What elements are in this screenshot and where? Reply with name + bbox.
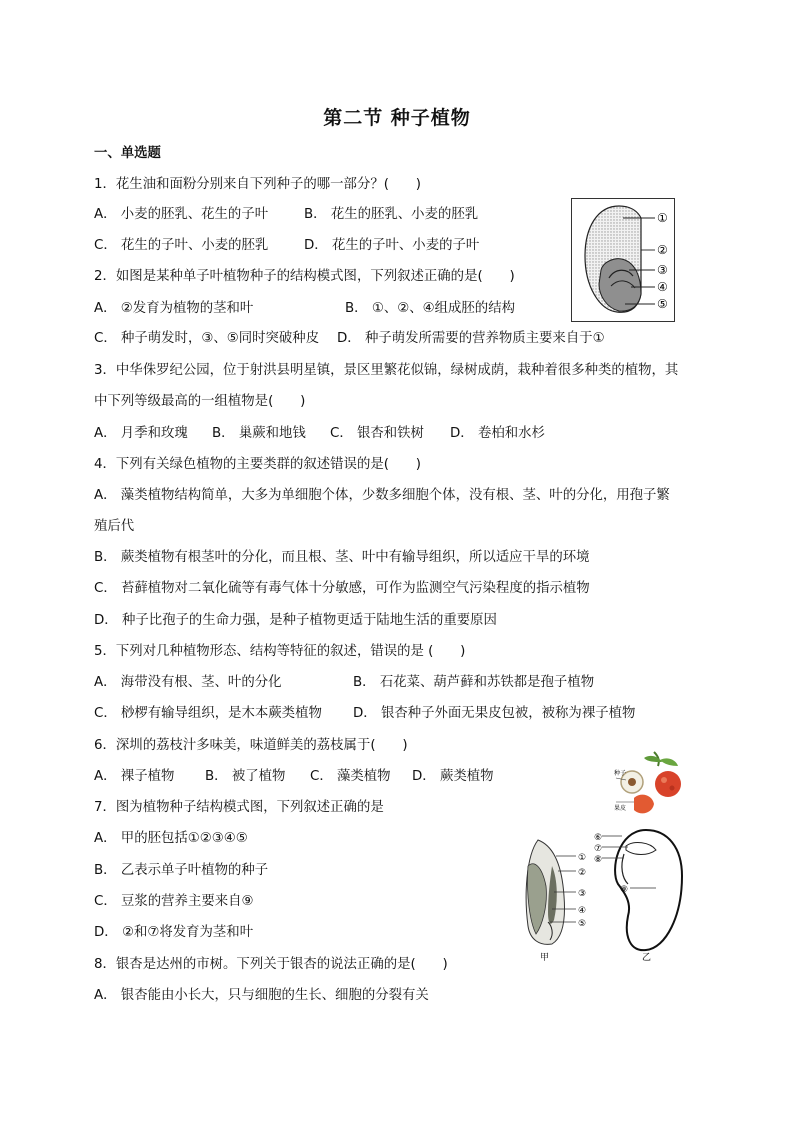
question-6-stem: 6．深圳的荔枝汁多味美，味道鲜美的荔枝属于( ): [94, 738, 408, 753]
fig-q2-label-2: ②: [657, 243, 668, 257]
question-2-stem: 2．如图是某种单子叶植物种子的结构模式图，下列叙述正确的是( ): [94, 269, 515, 284]
question-2-option-a[interactable]: A． ②发育为植物的茎和叶: [94, 301, 254, 316]
fig-q2-label-5: ⑤: [657, 297, 668, 311]
question-1-option-d[interactable]: D． 花生的子叶、小麦的子叶: [304, 238, 480, 253]
fig-q2-label-1: ①: [657, 211, 668, 225]
question-1-option-b[interactable]: B． 花生的胚乳、小麦的胚乳: [304, 207, 479, 222]
question-5-option-b[interactable]: B． 石花菜、葫芦藓和苏铁都是孢子植物: [353, 675, 595, 690]
question-2-option-b[interactable]: B． ①、②、④组成胚的结构: [345, 301, 515, 316]
fig-q7-left-label-5: ⑤: [578, 919, 587, 929]
question-3-stem-line2: 中下列等级最高的一组植物是( ): [94, 394, 306, 409]
seed-structure-figure: [518, 826, 690, 966]
question-6-option-b[interactable]: B． 被了植物: [205, 769, 286, 784]
question-4-option-a-line1[interactable]: A． 藻类植物结构简单，大多为单细胞个体，少数多细胞个体，没有根、茎、叶的分化，用孢子繁: [94, 488, 670, 503]
fig-q7-right-label-8: ⑧: [594, 855, 603, 865]
question-6-option-a[interactable]: A． 裸子植物: [94, 769, 175, 784]
fig-q7-right-label-7: ⑦: [594, 844, 603, 854]
question-3-option-a[interactable]: A． 月季和玫瑰: [94, 426, 188, 441]
fig-q2-label-4: ④: [657, 280, 668, 294]
question-3-option-c[interactable]: C． 银杏和铁树: [330, 426, 424, 441]
question-4-option-b[interactable]: B． 蕨类植物有根茎叶的分化，而且根、茎、叶中有输导组织，所以适应干旱的环境: [94, 550, 590, 565]
question-2-option-d[interactable]: D． 种子萌发所需要的营养物质主要来自于①: [337, 331, 605, 346]
monocot-seed-figure: [571, 198, 675, 322]
question-3-option-d[interactable]: D． 卷柏和水杉: [450, 426, 545, 441]
question-2-option-c[interactable]: C． 种子萌发时，③、⑤同时突破种皮: [94, 331, 320, 346]
fig-q7-caption-yi: 乙: [642, 953, 652, 963]
question-7-option-a[interactable]: A． 甲的胚包括①②③④⑤: [94, 831, 248, 846]
section-heading: 一、单选题: [94, 146, 161, 161]
page-title: 第二节 种子植物: [323, 107, 471, 129]
question-3-stem-line1: 3．中华侏罗纪公园，位于射洪县明星镇，景区里繁花似锦，绿树成荫，栽种着很多种类的植物，其: [94, 363, 679, 378]
fig-q7-caption-jia: 甲: [540, 953, 550, 963]
question-5-option-d[interactable]: D． 银杏种子外面无果皮包被，被称为裸子植物: [353, 706, 636, 721]
question-1-option-a[interactable]: A． 小麦的胚乳、花生的子叶: [94, 207, 269, 222]
question-5-option-c[interactable]: C． 桫椤有输导组织，是木本蕨类植物: [94, 706, 322, 721]
fig-q7-left-label-3: ③: [578, 889, 587, 899]
fig-q7-left-label-4: ④: [578, 906, 587, 916]
question-5-stem: 5．下列对几种植物形态、结构等特征的叙述，错误的是 ( ): [94, 644, 466, 659]
fig-q7-right-label-6: ⑥: [594, 833, 603, 843]
question-7-stem: 7．图为植物种子结构模式图，下列叙述正确的是: [94, 800, 384, 815]
question-4-option-d[interactable]: D． 种子比孢子的生命力强，是种子植物更适于陆地生活的重要原因: [94, 613, 497, 628]
fig-q2-label-3: ③: [657, 263, 668, 277]
question-4-option-c[interactable]: C． 苔藓植物对二氧化硫等有毒气体十分敏感，可作为监测空气污染程度的指示植物: [94, 581, 590, 596]
fig-q6-label-pericarp: 果皮: [614, 805, 627, 812]
question-4-option-a-line2: 殖后代: [94, 519, 135, 534]
fig-q6-label-seed: 种子: [614, 770, 627, 777]
question-3-option-b[interactable]: B． 巢蕨和地钱: [212, 426, 306, 441]
question-1-option-c[interactable]: C． 花生的子叶、小麦的胚乳: [94, 238, 269, 253]
fig-q7-left-label-2: ②: [578, 868, 587, 878]
fig-q7-right-label-9: ⑨: [620, 885, 629, 895]
fig-q7-left-label-1: ①: [578, 853, 587, 863]
question-6-option-d[interactable]: D． 蕨类植物: [412, 769, 494, 784]
question-7-option-c[interactable]: C． 豆浆的营养主要来自⑨: [94, 894, 254, 909]
question-5-option-a[interactable]: A． 海带没有根、茎、叶的分化: [94, 675, 282, 690]
question-1-stem: 1．花生油和面粉分别来自下列种子的哪一部分？( ): [94, 177, 421, 192]
question-8-option-a[interactable]: A． 银杏能由小长大，只与细胞的生长、细胞的分裂有关: [94, 988, 429, 1003]
lychee-figure: [614, 748, 694, 820]
question-7-option-d[interactable]: D． ②和⑦将发育为茎和叶: [94, 925, 254, 940]
question-6-option-c[interactable]: C． 藻类植物: [310, 769, 391, 784]
question-4-stem: 4．下列有关绿色植物的主要类群的叙述错误的是( ): [94, 457, 421, 472]
question-7-option-b[interactable]: B． 乙表示单子叶植物的种子: [94, 863, 269, 878]
question-8-stem: 8．银杏是达州的市树。下列关于银杏的说法正确的是( ): [94, 957, 448, 972]
